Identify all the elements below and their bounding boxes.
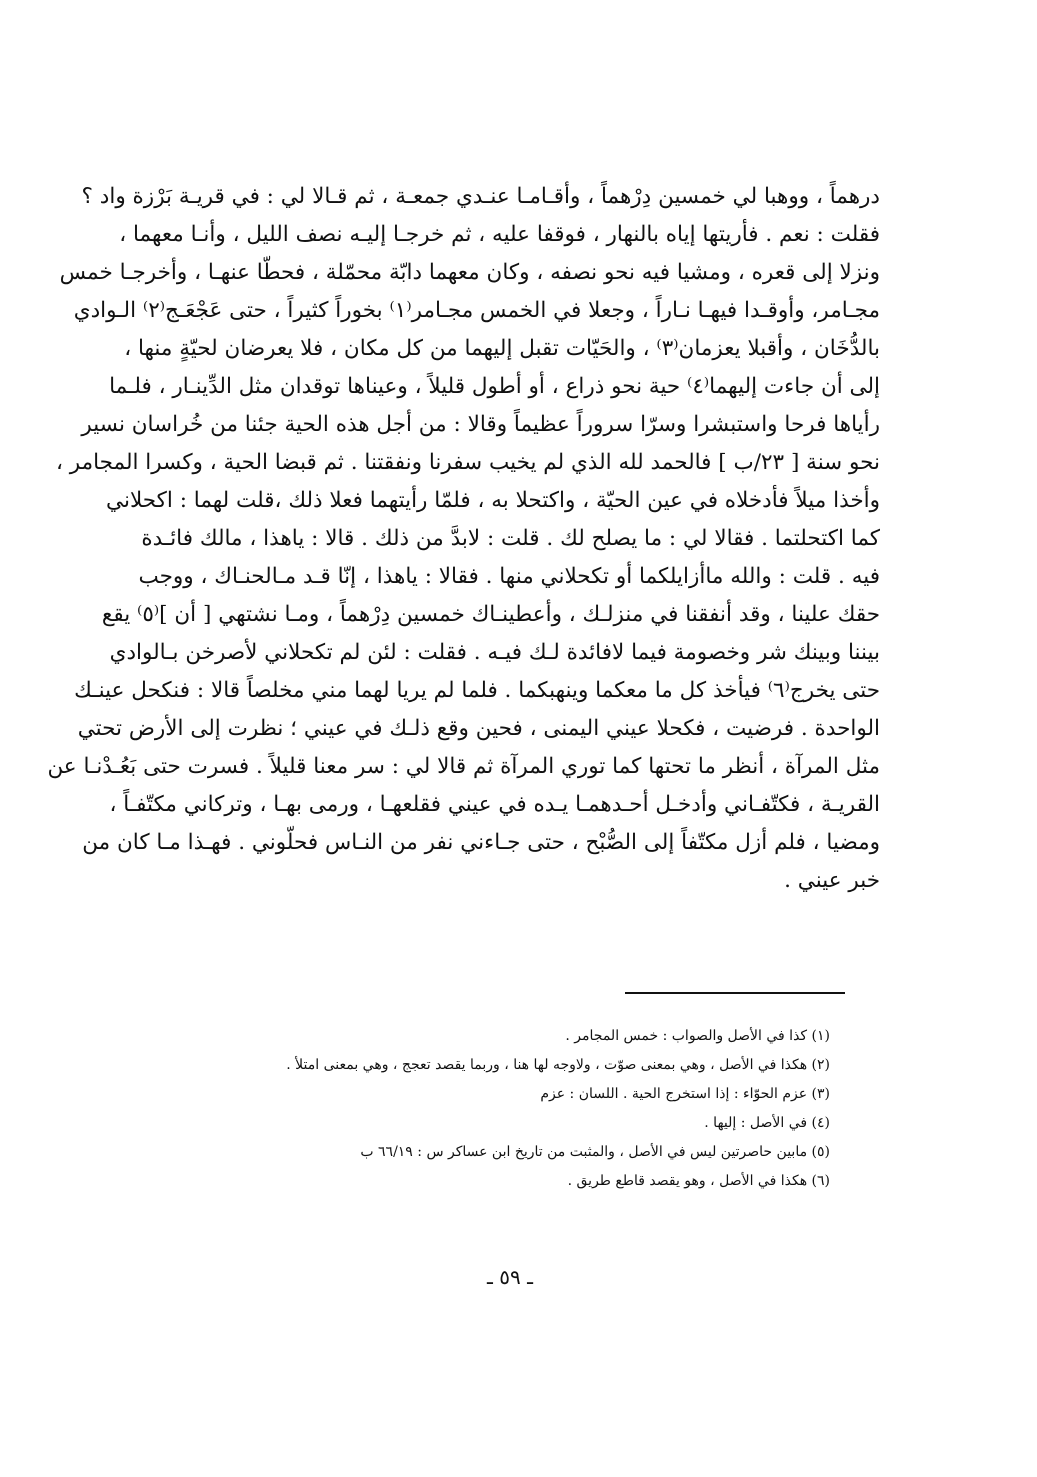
text-line: رأياها فرحا واستبشرا وسرّا سروراً عظيماً وقالا : من أجل هذه الحية جئنا من خُراسان نسير [81,412,880,437]
page-number: ـ ٥٩ ـ [487,1265,533,1289]
text-line: القريـة ، فكتّفـاني وأدخـل أحـدهمـا يـده في عيني فقلعهـا ، ورمى بهـا ، وتركاني مكتّفـاً ، [109,792,880,817]
footnote-6: (٦) هكذا في الأصل ، وهو يقصد قاطع طريق . [567,1173,830,1189]
footnote-1: (١) كذا في الأصل والصواب : خمس المجامر . [565,1028,830,1044]
body-text [47,178,880,900]
text-line: وأخذا ميلاً فأدخلاه في عين الحيّة ، واكتحلا به ، فلمّا رأيتهما فعلا ذلك ،قلت لهما : اكحلاني [106,488,880,513]
text-line: كما اكتحلتما . فقالا لي : ما يصلح لك . قلت : لابدَّ من ذلك . قالا : ياهذا ، مالك فائـدة [141,526,880,551]
text-line-last: خبر عيني . [784,868,880,893]
text-line: بيننا وبينك شر وخصومة فيما لافائدة لـك فيـه . فقلت : لئن لم تكحلاني لأصرخن بـالوادي [109,640,880,665]
text-line: ومضيا ، فلم أزل مكتّفاً إلى الصُّبْح ، حتى جـاءني نفر من النـاس فحلّوني . فهـذا مـا كان من [82,830,880,855]
text-line: نحو سنة [ ٢٣/ب ] فالحمد لله الذي لم يخيب سفرنا ونفقتنا . ثم قبضا الحية ، وكسرا المجامر ، [55,450,880,475]
text-line: فيه . قلت : والله ماأزايلكما أو تكحلاني منها . فقالا : ياهذا ، إنّا قـد مـالحنـاك ، ووجب [138,564,880,589]
text-line: مجـامر، وأوقـدا فيهـا نـاراً ، وجعلا في الخمس مجـامر⁽١⁾ بخوراً كثيراً ، حتى عَجْعَـج⁽٢⁾ الـوادي [73,298,880,323]
text-line: فقلت : نعم . فأريتها إياه بالنهار ، فوقفا عليه ، ثم خرجـا إليـه نصف الليل ، وأنـا معهما ، [119,222,880,247]
text-line: درهماً ، ووهبا لي خمسين دِرْهماً ، وأقـامـا عنـدي جمعـة ، ثم قـالا لي : في قريـة بَرْزة واد ؟ [81,184,880,209]
footnote-3: (٣) عزم الحوّاء : إذا استخرج الحية . اللسان : عزم [540,1086,830,1102]
text-line: مثل المرآة ، أنظر ما تحتها كما توري المرآة ثم قالا لي : سر معنا قليلاً . فسرت حتى بَعُـدْنـا عن [47,754,880,779]
text-line: ونزلا إلى قعره ، ومشيا فيه نحو نصفه ، وكان معهما دابّة محمّلة ، فحطّا عنهـا ، وأخرجـا خمس [59,260,880,285]
footnote-5: (٥) مابين حاصرتين ليس في الأصل ، والمثبت من تاريخ ابن عساكر س : ٦٦/١٩ ب [360,1144,830,1160]
text-line: حتى يخرج⁽٦⁾ فيأخذ كل ما معكما وينهبكما . فلما لم يريا لهما مني مخلصاً قالا : فنكحل عينـك [74,678,880,703]
text-line: بالدُّخَان ، وأقبلا يعزمان⁽٣⁾ ، والحَيّات تقبل إليهما من كل مكان ، فلا يعرضان لحيّةٍ منها ، [124,336,880,361]
text-line: حقك علينا ، وقد أنفقنا في منزلـك ، وأعطينـاك خمسين دِرْهماً ، ومـا نشتهي [ أن ]⁽٥⁾ يقع [101,602,880,627]
footnotes-list [220,1022,830,1196]
footnote-separator [625,992,845,994]
footnote-2: (٢) هكذا في الأصل ، وهي بمعنى صوّت ، ولاوجه لها هنا ، وربما يقصد تعجج ، وهي بمعنى امتلأ . [286,1057,830,1073]
text-line: الواحدة . فرضيت ، فكحلا عيني اليمنى ، فحين وقع ذلـك في عيني ؛ نظرت إلى الأرض تحتي [77,716,880,741]
footnote-4: (٤) في الأصل : إليها . [704,1115,830,1131]
text-line: إلى أن جاءت إليهما⁽٤⁾ حية نحو ذراع ، أو أطول قليلاً ، وعيناها توقدان مثل الدِّينـار ، فلـما [109,374,880,399]
